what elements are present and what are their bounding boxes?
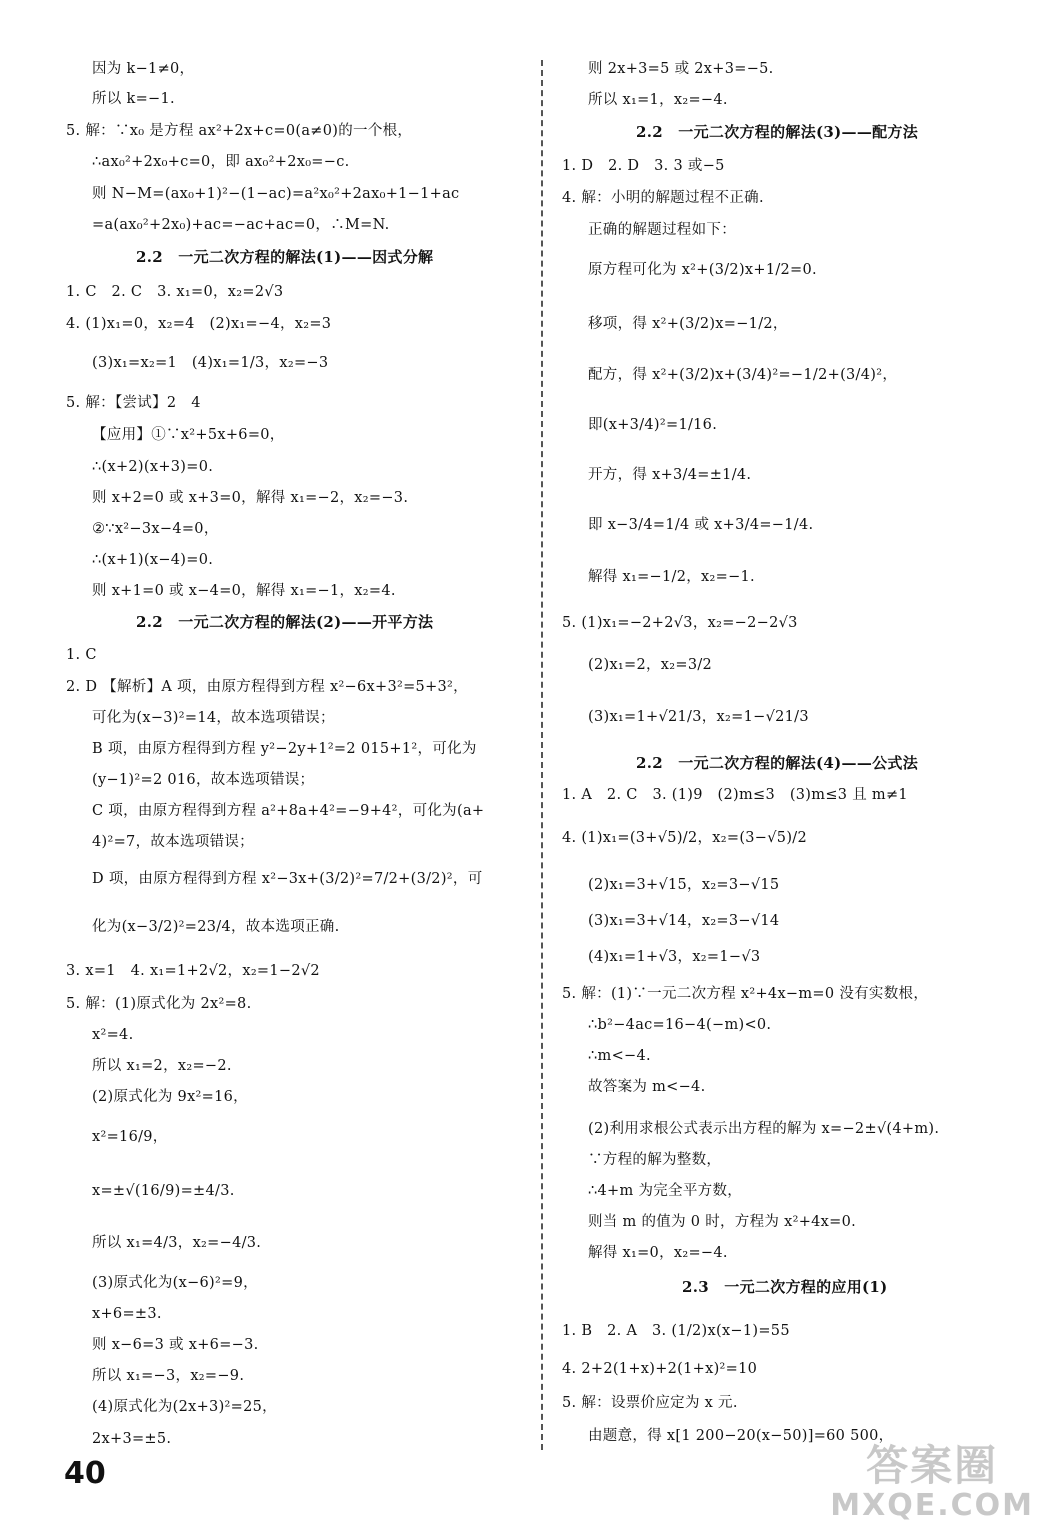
- answer-line: (4)x₁=1+√3，x₂=1−√3: [588, 949, 761, 965]
- answer-line: 配方，得 x²+(3/2)x+(3/4)²=−1/2+(3/4)²，: [588, 367, 898, 383]
- section-heading: 2.2 一元二次方程的解法(1)——因式分解: [136, 248, 434, 266]
- page-number: 40: [64, 1456, 106, 1491]
- answer-line: 则当 m 的值为 0 时，方程为 x²+4x=0.: [588, 1214, 857, 1230]
- answer-line: ∴ax₀²+2x₀+c=0，即 ax₀²+2x₀=−c.: [92, 154, 350, 170]
- column-divider: [541, 60, 543, 1450]
- answer-line: 5. 解：∵x₀ 是方程 ax²+2x+c=0(a≠0)的一个根，: [66, 123, 413, 139]
- answer-line: 3. x=1 4. x₁=1+2√2，x₂=1−2√2: [66, 963, 320, 979]
- answer-line: 所以 x₁=1，x₂=−4.: [588, 92, 728, 108]
- answer-line: =a(ax₀²+2x₀)+ac=−ac+ac=0，∴M=N.: [92, 217, 390, 233]
- answer-line: 5. 解：设票价应定为 x 元.: [562, 1395, 738, 1411]
- answer-line: ∴b²−4ac=16−4(−m)<0.: [588, 1017, 772, 1033]
- answer-line: (2)x₁=3+√15，x₂=3−√15: [588, 877, 780, 893]
- answer-line: 5. 解：【尝试】2 4: [66, 395, 201, 411]
- answer-line: 可化为(x−3)²=14，故本选项错误；: [92, 710, 335, 726]
- answer-line: D 项，由原方程得到方程 x²−3x+(3/2)²=7/2+(3/2)²，可: [92, 871, 483, 887]
- watermark-main: 答案圈: [866, 1441, 999, 1490]
- answer-line: ∴(x+1)(x−4)=0.: [92, 552, 214, 568]
- answer-line: 则 x+1=0 或 x−4=0，解得 x₁=−1，x₂=4.: [92, 583, 396, 599]
- answer-line: 所以 x₁=−3，x₂=−9.: [92, 1368, 245, 1384]
- answer-line: (4)原式化为(2x+3)²=25，: [92, 1399, 277, 1415]
- answer-line: ②∵x²−3x−4=0，: [92, 521, 219, 537]
- answer-line: 则 2x+3=5 或 2x+3=−5.: [588, 61, 774, 77]
- answer-line: ∵方程的解为整数，: [588, 1152, 722, 1168]
- answer-line: 开方，得 x+3/4=±1/4.: [588, 467, 752, 483]
- answer-line: 4. (1)x₁=0，x₂=4 (2)x₁=−4，x₂=3: [66, 316, 332, 332]
- answer-line: x=±√(16/9)=±4/3.: [92, 1183, 235, 1199]
- answer-line: 4. (1)x₁=(3+√5)/2，x₂=(3−√5)/2: [562, 830, 807, 846]
- watermark-sub: MXQE.COM: [830, 1488, 1034, 1523]
- answer-line: 正确的解题过程如下：: [588, 222, 736, 238]
- answer-line: 解得 x₁=0，x₂=−4.: [588, 1245, 728, 1261]
- answer-line: 由题意，得 x[1 200−20(x−50)]=60 500，: [588, 1428, 894, 1444]
- answer-line: B 项，由原方程得到方程 y²−2y+1²=2 015+1²，可化为: [92, 741, 477, 757]
- answer-line: x²=16/9，: [92, 1129, 168, 1145]
- answer-line: ∴(x+2)(x+3)=0.: [92, 459, 214, 475]
- answer-line: (3)x₁=1+√21/3，x₂=1−√21/3: [588, 709, 809, 725]
- answer-line: x²=4.: [92, 1027, 134, 1043]
- answer-line: 5. 解：(1)原式化为 2x²=8.: [66, 996, 252, 1012]
- answer-line: 1. B 2. A 3. (1/2)x(x−1)=55: [562, 1323, 790, 1339]
- answer-line: 4)²=7，故本选项错误；: [92, 834, 254, 850]
- answer-line: x+6=±3.: [92, 1306, 162, 1322]
- answer-line: (2)原式化为 9x²=16，: [92, 1089, 248, 1105]
- answer-line: 所以 x₁=2，x₂=−2.: [92, 1058, 232, 1074]
- answer-line: ∴m<−4.: [588, 1048, 651, 1064]
- answer-line: 原方程可化为 x²+(3/2)x+1/2=0.: [588, 262, 817, 278]
- section-heading: 2.2 一元二次方程的解法(4)——公式法: [636, 754, 919, 772]
- answer-line: 2x+3=±5.: [92, 1431, 172, 1447]
- answer-line: 4. 解：小明的解题过程不正确.: [562, 190, 764, 206]
- answer-line: 则 N−M=(ax₀+1)²−(1−ac)=a²x₀²+2ax₀+1−1+ac: [92, 186, 460, 202]
- answer-line: (2)x₁=2，x₂=3/2: [588, 657, 713, 673]
- answer-line: (3)x₁=3+√14，x₂=3−√14: [588, 913, 780, 929]
- answer-line: 移项，得 x²+(3/2)x=−1/2，: [588, 316, 788, 332]
- answer-line: 1. A 2. C 3. (1)9 (2)m≤3 (3)m≤3 且 m≠1: [562, 787, 908, 803]
- answer-line: 所以 k=−1.: [92, 91, 175, 107]
- section-heading: 2.3 一元二次方程的应用(1): [682, 1278, 888, 1296]
- answer-line: 解得 x₁=−1/2，x₂=−1.: [588, 569, 755, 585]
- answer-line: 则 x−6=3 或 x+6=−3.: [92, 1337, 259, 1353]
- answer-line: 【应用】①∵x²+5x+6=0，: [92, 427, 285, 443]
- section-heading: 2.2 一元二次方程的解法(2)——开平方法: [136, 613, 434, 631]
- answer-line: 5. (1)x₁=−2+2√3，x₂=−2−2√3: [562, 615, 798, 631]
- answer-line: 5. 解：(1)∵一元二次方程 x²+4x−m=0 没有实数根，: [562, 986, 929, 1002]
- answer-line: 1. C 2. C 3. x₁=0，x₂=2√3: [66, 284, 284, 300]
- answer-line: ∴4+m 为完全平方数，: [588, 1183, 743, 1199]
- section-heading: 2.2 一元二次方程的解法(3)——配方法: [636, 123, 919, 141]
- answer-line: (3)x₁=x₂=1 (4)x₁=1/3，x₂=−3: [92, 355, 329, 371]
- answer-line: 2. D 【解析】A 项，由原方程得到方程 x²−6x+3²=5+3²，: [66, 679, 468, 695]
- answer-line: 化为(x−3/2)²=23/4，故本选项正确.: [92, 919, 340, 935]
- answer-line: (3)原式化为(x−6)²=9，: [92, 1275, 258, 1291]
- answer-line: 即 x−3/4=1/4 或 x+3/4=−1/4.: [588, 517, 814, 533]
- answer-line: 故答案为 m<−4.: [588, 1079, 706, 1095]
- answer-line: C 项，由原方程得到方程 a²+8a+4²=−9+4²，可化为(a+: [92, 803, 485, 819]
- answer-line: (y−1)²=2 016，故本选项错误；: [92, 772, 315, 788]
- answer-line: 4. 2+2(1+x)+2(1+x)²=10: [562, 1361, 758, 1377]
- answer-line: 因为 k−1≠0，: [92, 61, 195, 77]
- answer-line: (2)利用求根公式表示出方程的解为 x=−2±√(4+m).: [588, 1121, 940, 1137]
- answer-line: 1. D 2. D 3. 3 或−5: [562, 158, 725, 174]
- answer-line: 所以 x₁=4/3，x₂=−4/3.: [92, 1235, 262, 1251]
- answer-line: 1. C: [66, 647, 97, 663]
- watermark-logo: [830, 1441, 1034, 1526]
- answer-line: 即(x+3/4)²=1/16.: [588, 417, 718, 433]
- answer-line: 则 x+2=0 或 x+3=0，解得 x₁=−2，x₂=−3.: [92, 490, 409, 506]
